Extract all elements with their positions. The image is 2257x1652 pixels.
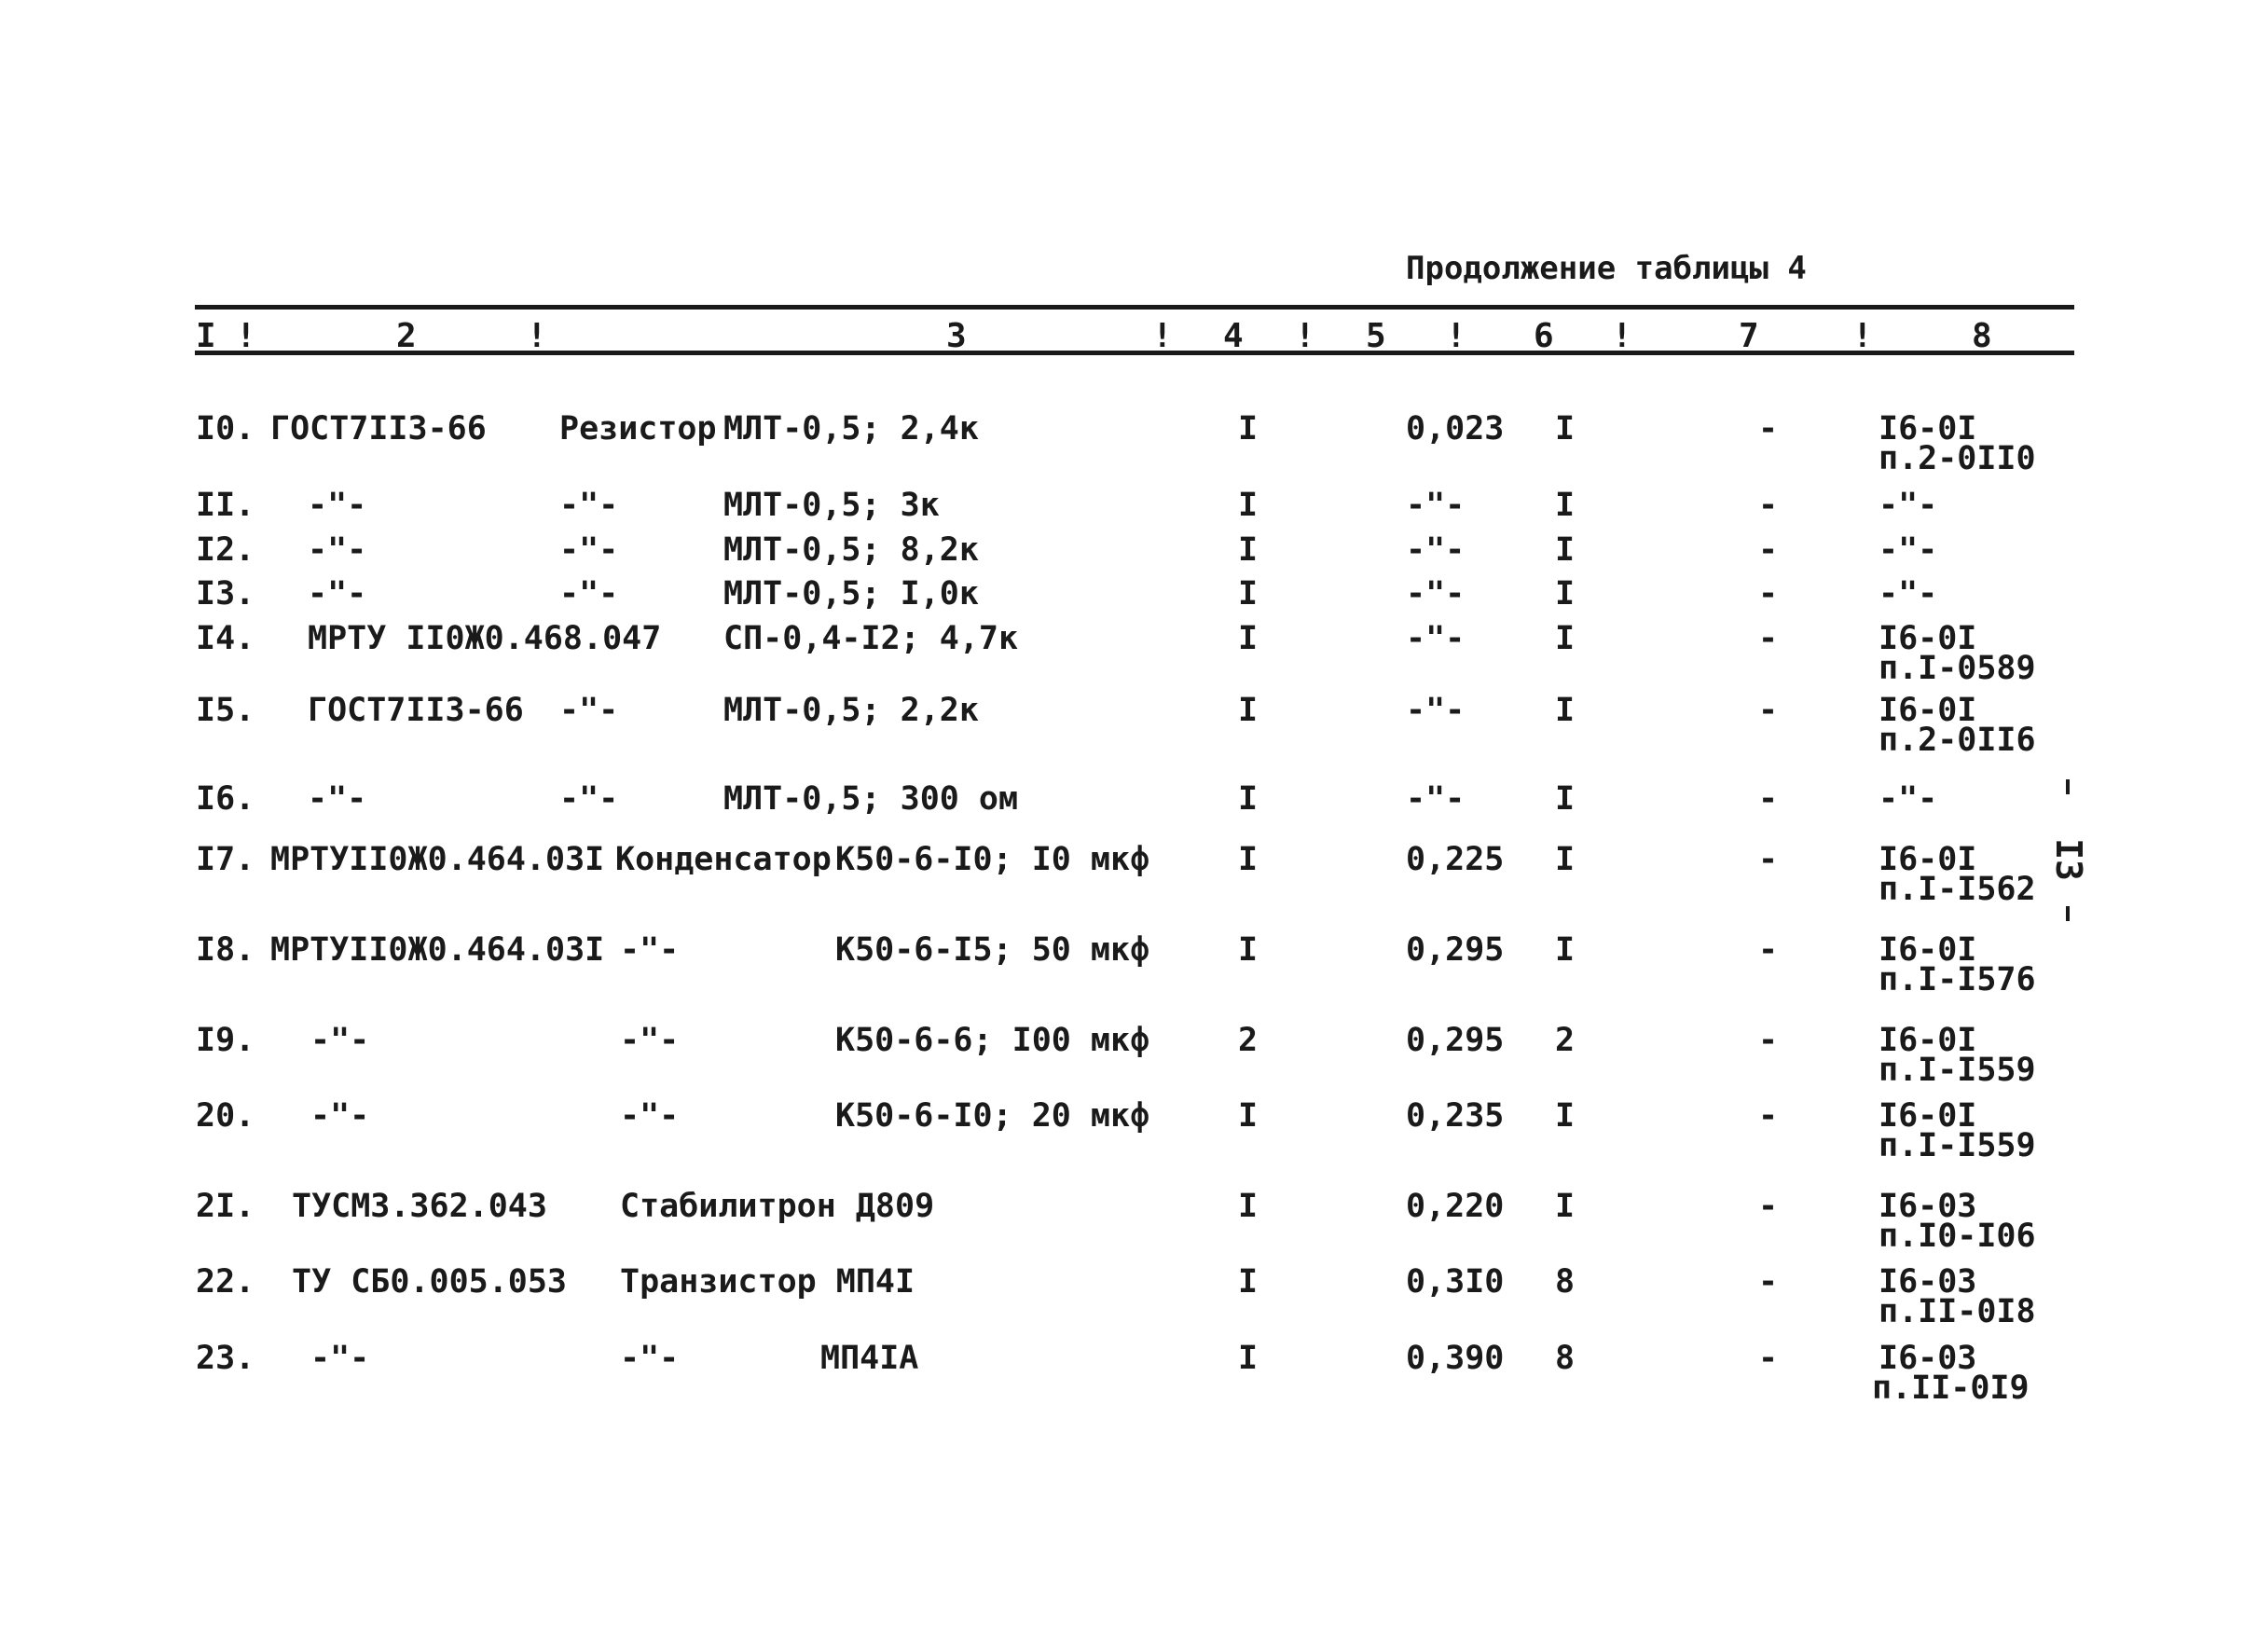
header-col-7: 7 — [1739, 317, 1759, 355]
header-col-3: 3 — [946, 317, 967, 355]
header-sep: ! — [1612, 317, 1632, 355]
row-document: -"- — [308, 780, 367, 818]
row-col5: -"- — [1406, 620, 1466, 657]
page-number-tick — [2066, 779, 2070, 794]
row-number: I5. — [196, 692, 255, 729]
row-document: ТУСМ3.362.043 — [292, 1188, 547, 1225]
row-col7: - — [1758, 780, 1779, 818]
row-col7: - — [1758, 575, 1779, 613]
header-sep: ! — [1152, 317, 1173, 355]
header-col-5: 5 — [1366, 317, 1386, 355]
header-top-rule — [195, 305, 2074, 310]
row-col8-line2: п.I0-I06 — [1879, 1218, 2036, 1255]
row-col7: - — [1758, 410, 1779, 447]
header-sep: ! — [1446, 317, 1466, 355]
row-number: I9. — [196, 1022, 255, 1059]
page-number: I3 — [2047, 838, 2089, 881]
row-col6: I — [1555, 620, 1576, 657]
row-number: I4. — [196, 620, 255, 657]
header-col-1: I — [196, 317, 216, 355]
row-document: ГОСТ7II3-66 — [270, 410, 487, 447]
row-name: -"- — [620, 931, 680, 969]
row-number: 2I. — [196, 1188, 255, 1225]
row-col4: I — [1238, 692, 1259, 729]
row-number: I3. — [196, 575, 255, 613]
row-col8-line1: -"- — [1879, 575, 1938, 613]
row-col7: - — [1758, 1340, 1779, 1377]
row-col8-line2: п.I-I559 — [1879, 1127, 2036, 1164]
row-col6: I — [1555, 487, 1576, 524]
page-number-tick — [2066, 906, 2070, 921]
row-col4: I — [1238, 841, 1259, 878]
row-document: ГОСТ7II3-66 — [308, 692, 524, 729]
row-type: К50-6-I5; 50 мкф — [835, 931, 1150, 969]
row-col6: I — [1555, 1188, 1576, 1225]
header-col-8: 8 — [1972, 317, 1992, 355]
row-col4: I — [1238, 575, 1259, 613]
row-col4: I — [1238, 487, 1259, 524]
row-col4: I — [1238, 1340, 1259, 1377]
header-sep: ! — [1852, 317, 1873, 355]
row-col8-line1: I6-03 — [1879, 1188, 1977, 1225]
row-col5: 0,3I0 — [1406, 1263, 1505, 1301]
row-name: -"- — [620, 1097, 680, 1135]
row-col4: 2 — [1238, 1022, 1259, 1059]
row-name: -"- — [559, 487, 619, 524]
row-col7: - — [1758, 931, 1779, 969]
row-type: МЛТ-0,5; I,0к — [723, 575, 979, 613]
row-col5: 0,220 — [1406, 1188, 1505, 1225]
row-col8-line1: I6-0I — [1879, 1097, 1977, 1135]
row-name: -"- — [620, 1340, 680, 1377]
row-name: -"- — [559, 780, 619, 818]
header-bottom-rule — [195, 351, 2074, 355]
row-col6: I — [1555, 780, 1576, 818]
row-col8-line1: I6-03 — [1879, 1340, 1977, 1377]
row-col8-line1: -"- — [1879, 531, 1938, 569]
row-col8-line2: п.II-0I9 — [1872, 1370, 2030, 1407]
row-document: -"- — [308, 575, 367, 613]
row-col8-line2: п.I-I576 — [1879, 961, 2036, 998]
row-col5: 0,295 — [1406, 1022, 1505, 1059]
row-number: I7. — [196, 841, 255, 878]
row-type: МЛТ-0,5; 2,2к — [723, 692, 979, 729]
row-type: МЛТ-0,5; 3к — [723, 487, 940, 524]
header-sep: ! — [1295, 317, 1315, 355]
row-number: II. — [196, 487, 255, 524]
row-number: 22. — [196, 1263, 255, 1301]
header-sep: ! — [236, 317, 256, 355]
row-col6: I — [1555, 692, 1576, 729]
row-col8-line2: п.2-0II6 — [1879, 722, 2036, 759]
row-type: СП-0,4-I2; 4,7к — [723, 620, 1019, 657]
row-col4: I — [1238, 931, 1259, 969]
row-name: -"- — [559, 692, 619, 729]
header-col-4: 4 — [1223, 317, 1244, 355]
row-number: I2. — [196, 531, 255, 569]
row-document: -"- — [308, 531, 367, 569]
row-col7: - — [1758, 1022, 1779, 1059]
row-col7: - — [1758, 692, 1779, 729]
row-col6: I — [1555, 931, 1576, 969]
row-document: МРТУII0Ж0.464.03I — [270, 841, 605, 878]
row-col8-line1: I6-0I — [1879, 620, 1977, 657]
row-type: МЛТ-0,5; 8,2к — [723, 531, 979, 569]
row-col8-line2: п.II-0I8 — [1879, 1293, 2036, 1330]
row-col5: 0,023 — [1406, 410, 1505, 447]
row-col5: 0,225 — [1406, 841, 1505, 878]
row-col8-line2: п.I-0589 — [1879, 650, 2036, 687]
row-col4: I — [1238, 1263, 1259, 1301]
row-document: -"- — [310, 1097, 370, 1135]
row-type: МЛТ-0,5; 2,4к — [723, 410, 979, 447]
row-col5: -"- — [1406, 780, 1466, 818]
row-type: К50-6-6; I00 мкф — [835, 1022, 1150, 1059]
row-number: 20. — [196, 1097, 255, 1135]
row-col5: 0,295 — [1406, 931, 1505, 969]
row-col8-line1: I6-0I — [1879, 931, 1977, 969]
row-col7: - — [1758, 487, 1779, 524]
row-document: -"- — [310, 1340, 370, 1377]
row-col7: - — [1758, 531, 1779, 569]
row-number: I0. — [196, 410, 255, 447]
row-col6: I — [1555, 1097, 1576, 1135]
row-col5: -"- — [1406, 692, 1466, 729]
row-type: К50-6-I0; 20 мкф — [835, 1097, 1150, 1135]
row-col8-line1: -"- — [1879, 780, 1938, 818]
row-col7: - — [1758, 841, 1779, 878]
table-caption: Продолжение таблицы 4 — [1406, 250, 1807, 287]
row-name: -"- — [620, 1022, 680, 1059]
row-number: I6. — [196, 780, 255, 818]
row-col5: -"- — [1406, 487, 1466, 524]
row-col6: I — [1555, 575, 1576, 613]
row-col8-line1: I6-0I — [1879, 692, 1977, 729]
row-col6: I — [1555, 841, 1576, 878]
row-number: I8. — [196, 931, 255, 969]
row-col7: - — [1758, 1097, 1779, 1135]
row-col8-line1: -"- — [1879, 487, 1938, 524]
row-document: -"- — [308, 487, 367, 524]
row-col8-line1: I6-0I — [1879, 1022, 1977, 1059]
row-col5: 0,235 — [1406, 1097, 1505, 1135]
row-col6: I — [1555, 410, 1576, 447]
row-col8-line1: I6-03 — [1879, 1263, 1977, 1301]
row-col4: I — [1238, 780, 1259, 818]
row-col4: I — [1238, 410, 1259, 447]
row-document: МРТУII0Ж0.464.03I — [270, 931, 605, 969]
row-name: Транзистор МП4I — [620, 1263, 915, 1301]
row-name: Резистор — [559, 410, 717, 447]
row-number: 23. — [196, 1340, 255, 1377]
row-col4: I — [1238, 531, 1259, 569]
row-name: Стабилитрон Д809 — [620, 1188, 935, 1225]
row-col8-line2: п.2-0II0 — [1879, 440, 2036, 477]
row-col5: -"- — [1406, 531, 1466, 569]
row-document: -"- — [310, 1022, 370, 1059]
row-document: ТУ СБ0.005.053 — [292, 1263, 568, 1301]
row-col6: 8 — [1555, 1340, 1576, 1377]
row-col4: I — [1238, 1188, 1259, 1225]
row-name: -"- — [559, 531, 619, 569]
row-col4: I — [1238, 1097, 1259, 1135]
row-col4: I — [1238, 620, 1259, 657]
row-col8-line2: п.I-I559 — [1879, 1052, 2036, 1089]
row-col7: - — [1758, 1188, 1779, 1225]
header-sep: ! — [527, 317, 547, 355]
row-name: -"- — [559, 575, 619, 613]
row-col8-line2: п.I-I562 — [1879, 871, 2036, 908]
row-col8-line1: I6-0I — [1879, 841, 1977, 878]
row-col8-line1: I6-0I — [1879, 410, 1977, 447]
row-name: Конденсатор — [615, 841, 832, 878]
row-col6: 8 — [1555, 1263, 1576, 1301]
header-col-2: 2 — [396, 317, 417, 355]
row-col5: -"- — [1406, 575, 1466, 613]
row-col7: - — [1758, 620, 1779, 657]
row-col7: - — [1758, 1263, 1779, 1301]
row-document: МРТУ II0Ж0.468.047 — [308, 620, 662, 657]
row-col6: I — [1555, 531, 1576, 569]
row-col6: 2 — [1555, 1022, 1576, 1059]
row-type: К50-6-I0; I0 мкф — [835, 841, 1150, 878]
row-type: МП4IА — [820, 1340, 919, 1377]
row-col5: 0,390 — [1406, 1340, 1505, 1377]
header-col-6: 6 — [1534, 317, 1554, 355]
row-type: МЛТ-0,5; 300 ом — [723, 780, 1019, 818]
